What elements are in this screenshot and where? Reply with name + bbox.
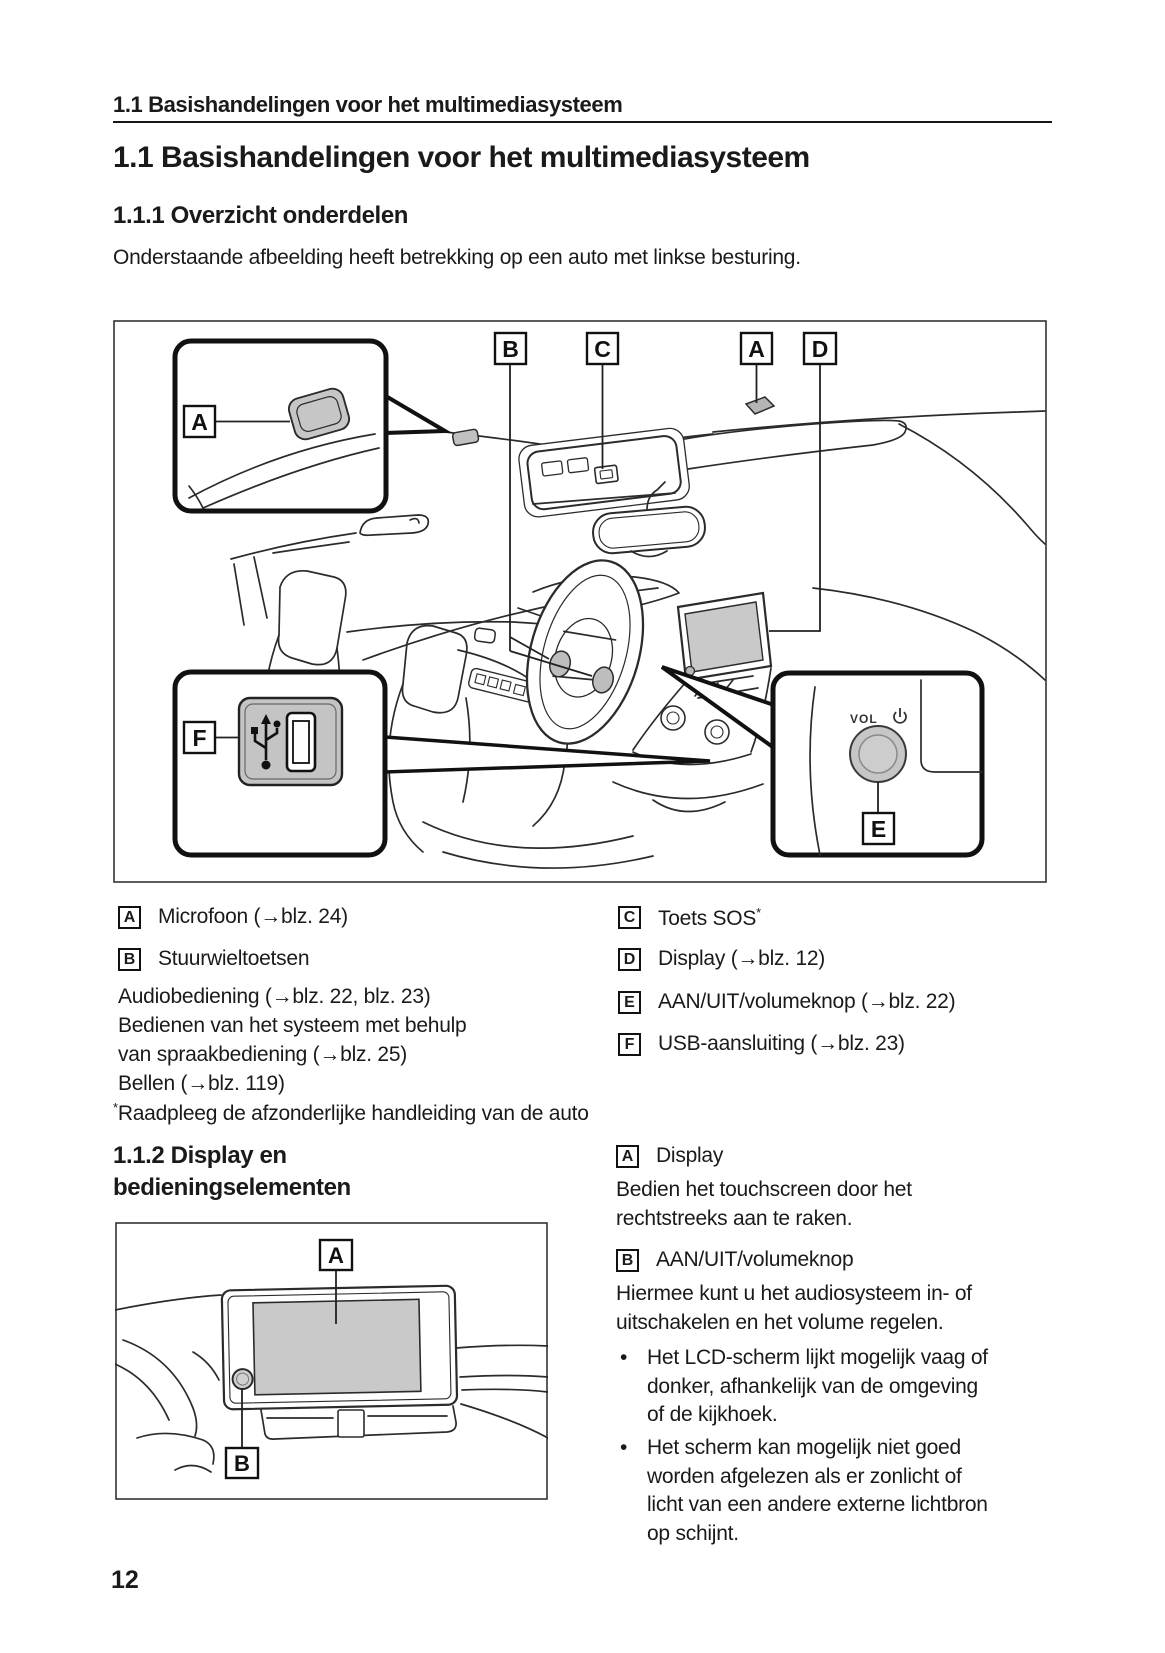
figure2-label-a: A: [328, 1243, 344, 1268]
legend-b-line3: van spraakbediening (→blz. 25): [118, 1043, 408, 1066]
volume-knob-inner: [859, 735, 897, 773]
parts-overview-diagram: [113, 320, 1047, 883]
touchscreen: [253, 1299, 421, 1394]
bullet1-line1: Het LCD-scherm lijkt mogelijk vaag of: [647, 1346, 988, 1369]
control-item-b: [616, 1248, 853, 1272]
footnote: [113, 1100, 589, 1126]
usb-port-detail: [239, 698, 342, 785]
legend-item-a: [118, 905, 348, 929]
bullet1-line3: of de kijkhoek.: [647, 1403, 778, 1427]
running-header: 1.1 Basishandelingen voor het multimediasysteem: [113, 92, 623, 117]
sos-button: [594, 465, 618, 484]
legend-text-c-sup: *: [756, 905, 761, 920]
legend-key-d: D: [618, 948, 641, 971]
bullet-icon: •: [620, 1346, 628, 1369]
vol-label: VOL: [850, 712, 878, 726]
legend-key-a: A: [118, 906, 141, 929]
note-bullet-1: [620, 1344, 988, 1430]
page-number: 12: [111, 1566, 139, 1594]
figure1-label-b: B: [502, 336, 519, 362]
note-bullet-2-text: [647, 1434, 988, 1548]
display-controls-figure: [115, 1222, 548, 1505]
footnote-text: Raadpleeg de afzonderlijke handleiding van de auto: [117, 1102, 589, 1125]
bullet1-line2: donker, afhankelijk van de omgeving: [647, 1374, 978, 1398]
legend-b-line2: Bedienen van het systeem met behulp: [118, 1014, 467, 1037]
control-title-a: Display: [656, 1144, 724, 1167]
legend-key-c: C: [618, 906, 641, 929]
legend-b-line4: Bellen (→blz. 119): [118, 1072, 285, 1095]
control-a-line2: rechtstreeks aan te raken.: [616, 1207, 853, 1230]
subsection2-title-line2: bedieningselementen: [113, 1174, 351, 1201]
section-title: 1.1 Basishandelingen voor het multimediasysteem: [113, 141, 810, 174]
legend-text-a: Microfoon (→blz. 24): [158, 905, 348, 928]
figure1-label-f: F: [192, 725, 207, 751]
bullet-icon-2: •: [620, 1436, 628, 1459]
bullet2-line3: licht van een andere externe lichtbron: [647, 1493, 988, 1517]
note-bullet-1-text: [647, 1344, 988, 1430]
rearview-mirror: [591, 505, 706, 555]
control-a-description: [616, 1175, 912, 1233]
control-b-line2: uitschakelen en het volume regelen.: [616, 1311, 944, 1334]
bullet2-line4: op schijnt.: [647, 1521, 739, 1545]
power-volume-knob: [232, 1369, 252, 1389]
figure2-label-b: B: [234, 1451, 250, 1476]
legend-text-c: [658, 905, 761, 931]
legend-text-b: Stuurwieltoetsen: [158, 947, 310, 970]
legend-item-b: [118, 947, 309, 971]
header-rule: [113, 121, 1052, 123]
legend-text-f: USB-aansluiting (→blz. 23): [658, 1032, 905, 1055]
control-key-b: B: [616, 1249, 639, 1272]
door-handle: [474, 628, 496, 644]
figure1-label-d: D: [811, 336, 829, 362]
center-display-screen: [685, 602, 763, 672]
legend-text-c-main: Toets SOS: [658, 907, 757, 930]
parts-overview-figure: [113, 320, 1047, 888]
legend-item-d: [618, 947, 825, 971]
legend-key-f: F: [618, 1033, 641, 1056]
center-button: [338, 1410, 364, 1437]
figure1-label-e: E: [870, 816, 887, 842]
control-b-description: [616, 1279, 972, 1337]
figure1-label-a-top: A: [748, 336, 765, 362]
figure1-label-c: C: [594, 336, 611, 362]
legend-text-d: Display (→blz. 12): [658, 947, 826, 970]
control-key-a: A: [616, 1145, 639, 1168]
control-b-line1: Hiermee kunt u het audiosysteem in- of: [616, 1282, 972, 1305]
intro-paragraph: Onderstaande afbeelding heeft betrekking op een auto met linkse besturing.: [113, 246, 801, 269]
control-title-b: AAN/UIT/volumeknop: [656, 1248, 854, 1271]
legend-key-e: E: [618, 991, 641, 1014]
figure1-label-a-callout: A: [191, 409, 208, 435]
subsection-title: 1.1.1 Overzicht onderdelen: [113, 202, 409, 229]
legend-item-f: [618, 1032, 905, 1056]
legend-item-c: [618, 905, 761, 931]
subsection2-title-line1: 1.1.2 Display en: [113, 1142, 287, 1169]
display-unit: [222, 1286, 457, 1410]
legend-text-e: AAN/UIT/volumeknop (→blz. 22): [658, 990, 956, 1013]
legend-item-e: [618, 990, 955, 1014]
legend-item-b-details: [118, 982, 466, 1098]
legend-key-b: B: [118, 948, 141, 971]
bullet2-line2: worden afgelezen als er zonlicht of: [647, 1464, 962, 1488]
legend-b-line1: Audiobediening (→blz. 22, blz. 23): [118, 985, 431, 1008]
control-a-line1: Bedien het touchscreen door het: [616, 1178, 912, 1201]
bullet2-line1: Het scherm kan mogelijk niet goed: [647, 1436, 961, 1459]
note-bullet-2: [620, 1434, 988, 1548]
control-item-a: [616, 1144, 723, 1168]
footnote-asterisk: *: [113, 1100, 118, 1115]
display-controls-diagram: [115, 1222, 548, 1500]
